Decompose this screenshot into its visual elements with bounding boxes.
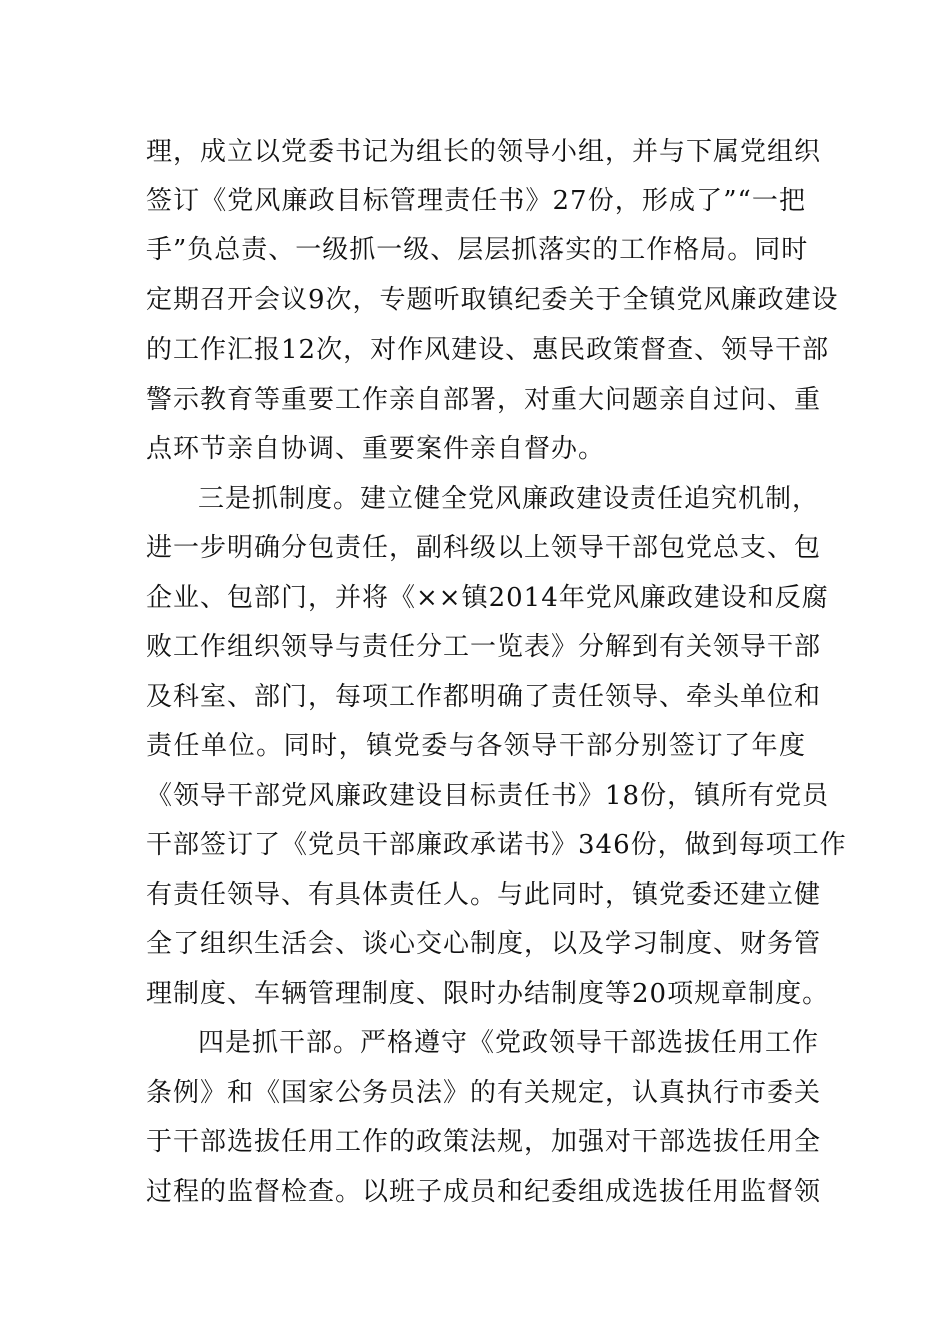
text-line: 手”负总责、一级抓一级、层层抓落实的工作格局。同时 <box>146 235 809 265</box>
text-line: 条例》和《国家公务员法》的有关规定，认真执行市委关 <box>146 1078 822 1108</box>
paragraph-first-line: 三是抓制度。建立健全党风廉政建设责任追究机制， <box>198 484 820 514</box>
text-line: 理制度、车辆管理制度、限时办结制度等20项规章制度。 <box>146 979 830 1009</box>
text-line: 签订《党风廉政目标管理责任书》27份，形成了”“一把 <box>146 186 806 216</box>
text-line: 定期召开会议9次，专题听取镇纪委关于全镇党风廉政建设 <box>146 285 839 315</box>
text-line: 过程的监督检查。以班子成员和纪委组成选拔任用监督领 <box>146 1177 822 1207</box>
text-line: 及科室、部门，每项工作都明确了责任领导、牵头单位和 <box>146 682 822 712</box>
text-line: 责任单位。同时，镇党委与各领导干部分别签订了年度 <box>146 731 806 761</box>
text-line: 于干部选拔任用工作的政策法规，加强对干部选拔任用全 <box>146 1127 822 1157</box>
text-line: 的工作汇报12次，对作风建设、惠民政策督查、领导干部 <box>146 335 830 365</box>
text-line: 败工作组织领导与责任分工一览表》分解到有关领导干部 <box>146 632 822 662</box>
text-line: 全了组织生活会、谈心交心制度，以及学习制度、财务管 <box>146 929 822 959</box>
text-line: 警示教育等重要工作亲自部署，对重大问题亲自过问、重 <box>146 385 822 415</box>
text-line: 有责任领导、有具体责任人。与此同时，镇党委还建立健 <box>146 880 822 910</box>
text-line: 《领导干部党风廉政建设目标责任书》18份，镇所有党员 <box>146 781 830 811</box>
text-line: 干部签订了《党员干部廉政承诺书》346份，做到每项工作 <box>146 830 847 860</box>
text-line: 企业、包部门，并将《××镇2014年党风廉政建设和反腐 <box>146 583 829 613</box>
text-line: 点环节亲自协调、重要案件亲自督办。 <box>146 434 606 464</box>
text-line: 进一步明确分包责任，副科级以上领导干部包党总支、包 <box>146 533 822 563</box>
text-line: 理，成立以党委书记为组长的领导小组，并与下属党组织 <box>146 137 822 167</box>
paragraph-first-line: 四是抓干部。严格遵守《党政领导干部选拔任用工作 <box>198 1028 820 1058</box>
